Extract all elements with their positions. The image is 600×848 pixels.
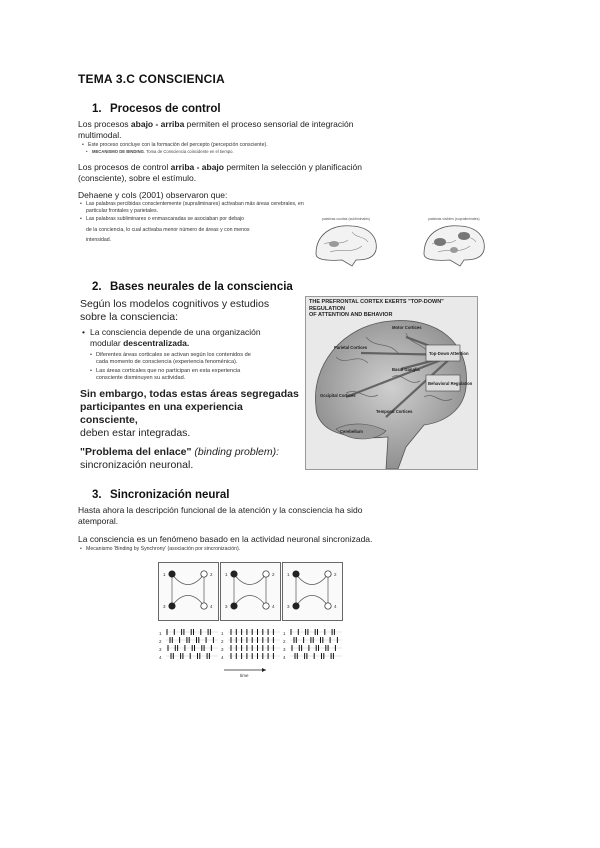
neuron-number: 3 — [225, 604, 228, 609]
neuron-node — [325, 603, 331, 609]
slide1-brain-images — [312, 214, 522, 268]
raster-row-number: 1 — [221, 631, 224, 636]
brain2-label: palabras visibles (supraliminales) — [428, 217, 480, 221]
label-parietal: Parietal Cortices — [334, 345, 368, 350]
neuron-node — [169, 571, 175, 577]
figure-title: THE PREFRONTAL CORTEX EXERTS "TOP-DOWN" REGULATION OF ATTENTION AND BEHAVIOR — [309, 299, 444, 318]
raster-row-number: 2 — [283, 639, 286, 644]
slide-2 — [80, 298, 302, 472]
label-temporal: Temporal Cortices — [376, 409, 413, 414]
section-2-title: Bases neurales de la consciencia — [110, 281, 293, 293]
section-3-title: Sincronización neural — [110, 489, 230, 501]
section-1-heading — [92, 103, 221, 115]
slide1-bullet1: • Este proceso concluye con la formación del percepto (percepción consciente). — [82, 142, 398, 149]
neuron-number: 2 — [272, 572, 275, 577]
slide-3 — [78, 505, 408, 553]
neuron-node — [231, 603, 237, 609]
synchrony-figure — [158, 562, 346, 678]
section-1-title: Procesos de control — [110, 103, 221, 115]
slide1-line3: Dehaene y cols (2001) observaron que: — [78, 189, 228, 200]
slide2-subbullet1: • Diferentes áreas corticales se activan según los contenidos de cada momento de consciencia (experiencia fenoménica). — [90, 352, 302, 366]
neuron-number: 1 — [225, 572, 228, 577]
brain-diagram — [306, 297, 477, 469]
neuron-number: 1 — [163, 572, 166, 577]
time-label: time — [240, 673, 249, 678]
label-topdown: Top-Down Attention — [429, 351, 469, 356]
brain1-label: palabras ocultas (subliminales) — [322, 217, 371, 221]
neuron-node — [231, 571, 237, 577]
slide2-para3: "Problema del enlace" (binding problem): sincronización neuronal. — [80, 446, 280, 471]
raster-row-number: 4 — [221, 655, 224, 660]
neuron-number: 3 — [163, 604, 166, 609]
synchrony-diagram — [158, 562, 346, 678]
slide1-line2: Los procesos de control arriba - abajo permiten la selección y planificación — [78, 161, 362, 172]
neuron-node — [263, 603, 269, 609]
slide1-bullet2: • Las palabras percibidas conscientemente (supraliminares) activaban más áreas cerebrales, en particular frontales y parietales. — [80, 201, 398, 215]
label-behavioral: Behavioral Regulation — [428, 381, 473, 386]
slide2-para2c: deben estar integradas. — [80, 427, 191, 439]
raster-row-number: 3 — [159, 647, 162, 652]
neuron-number: 1 — [287, 572, 290, 577]
section-3-number: 3. — [92, 489, 102, 501]
raster-row-number: 4 — [159, 655, 162, 660]
neuron-number: 4 — [210, 604, 213, 609]
neuron-node — [325, 571, 331, 577]
label-cerebellum: Cerebellum — [340, 429, 363, 434]
slide3-line3: • Mecanismo 'Binding by Synchrony' (asociación por sincronización). — [80, 546, 408, 553]
brain-icon — [316, 226, 376, 266]
prefrontal-figure — [305, 296, 478, 470]
section-2-heading — [92, 281, 293, 293]
slide1-line1: Los procesos abajo - arriba permiten el proceso sensorial de integración multimodal. — [78, 119, 354, 140]
slide2-bullet1: • La consciencia depende de una organización modular descentralizada. — [82, 327, 302, 348]
neuron-node — [201, 603, 207, 609]
label-basal: Basal Ganglia — [392, 367, 420, 372]
raster-row-number: 1 — [283, 631, 286, 636]
slide1-binding: • MECANISMO DE BINDING. Toma de Consciencia coincidente en el tiempo. — [86, 149, 398, 155]
neuron-number: 3 — [287, 604, 290, 609]
label-motor: Motor Cortices — [392, 325, 422, 330]
brain-icon — [424, 226, 484, 266]
neuron-node — [293, 571, 299, 577]
neuron-number: 4 — [272, 604, 275, 609]
label-occipital: Occipital Cortices — [320, 393, 356, 398]
section-3-heading — [92, 489, 230, 501]
slide2-line1: Según los modelos cognitivos y estudios — [80, 298, 270, 310]
raster-row-number: 3 — [283, 647, 286, 652]
slide1-bullet3: • Las palabras subliminares o enmascaradas se asociaban por debajo de la conciencia, lo cual activaba menor número de áreas y con menos intensidad. — [80, 216, 326, 244]
neuron-node — [201, 571, 207, 577]
slide2-line2: sobre la consciencia: — [80, 311, 179, 323]
slide2-para2: Sin embargo, todas estas áreas segregadas participantes en una experiencia consciente, — [80, 388, 299, 426]
raster-row-number: 2 — [159, 639, 162, 644]
neuron-number: 2 — [210, 572, 213, 577]
time-arrow — [262, 668, 266, 672]
neuron-number: 4 — [334, 604, 337, 609]
slide3-line1: Hasta ahora la descripción funcional de la atención y la consciencia ha sido atemporal. — [78, 505, 363, 526]
slide2-subbullet2: • Las áreas corticales que no participan en esta experiencia consciente disminuyen su actividad. — [90, 368, 302, 382]
neuron-number: 2 — [334, 572, 337, 577]
raster-row-number: 1 — [159, 631, 162, 636]
neuron-node — [169, 603, 175, 609]
section-2-number: 2. — [92, 281, 102, 293]
slide1-line2b: (consciente), sobre el estímulo. — [78, 172, 197, 183]
raster-row-number: 2 — [221, 639, 224, 644]
slide3-line2: La consciencia es un fenómeno basado en la actividad neuronal sincronizada. — [78, 534, 373, 544]
raster-row-number: 4 — [283, 655, 286, 660]
neuron-node — [263, 571, 269, 577]
raster-row-number: 3 — [221, 647, 224, 652]
page-title: TEMA 3.C CONSCIENCIA — [78, 72, 225, 86]
section-1-number: 1. — [92, 103, 102, 115]
neuron-node — [293, 603, 299, 609]
